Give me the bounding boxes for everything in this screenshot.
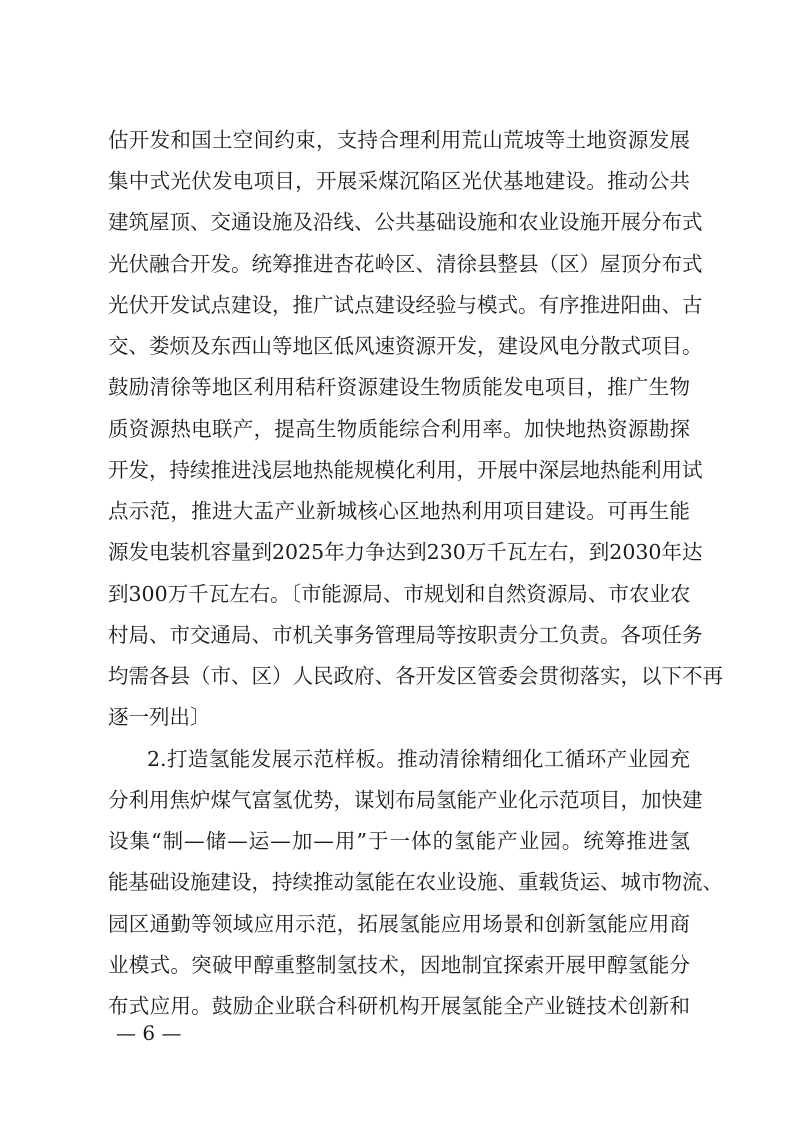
body-text-line: 业模式。突破甲醇重整制氢技术，因地制宜探索开展甲醇氢能分 bbox=[108, 953, 690, 977]
body-text-line: 点示范，推进大盂产业新城核心区地热利用项目建设。可再生能 bbox=[108, 499, 690, 523]
body-text-line: 鼓励清徐等地区利用秸秆资源建设生物质能发电项目，推广生物 bbox=[108, 375, 690, 399]
section-heading-line: 2.打造氢能发展示范样板。推动清徐精细化工循环产业园充 bbox=[147, 747, 690, 771]
body-text-line: 质资源热电联产，提高生物质能综合利用率。加快地热资源勘探 bbox=[108, 417, 690, 441]
body-text-line: 集中式光伏发电项目，开展采煤沉陷区光伏基地建设。推动公共 bbox=[108, 169, 690, 193]
body-text-line: 能基础设施建设，持续推动氢能在农业设施、重载货运、城市物流、 bbox=[108, 870, 723, 894]
body-text-line: 分利用焦炉煤气富氢优势，谋划布局氢能产业化示范项目，加快建 bbox=[108, 788, 703, 812]
body-text-line: 设集“制—储—运—加—用”于一体的氢能产业园。统筹推进氢 bbox=[108, 829, 690, 853]
body-text-line: 源发电装机容量到2025年力争达到230万千瓦左右，到2030年达 bbox=[108, 540, 703, 564]
body-text-line: 均需各县（市、区）人民政府、各开发区管委会贯彻落实，以下不再 bbox=[108, 664, 723, 688]
body-text-line: 估开发和国土空间约束，支持合理利用荒山荒坡等土地资源发展 bbox=[108, 128, 690, 152]
body-text-line: 村局、市交通局、市机关事务管理局等按职责分工负责。各项任务 bbox=[108, 623, 703, 647]
body-text-line: 光伏融合开发。统筹推进杏花岭区、清徐县整县（区）屋顶分布式 bbox=[108, 252, 703, 276]
body-text-line: 光伏开发试点建设，推广试点建设经验与模式。有序推进阳曲、古 bbox=[108, 293, 703, 317]
body-text-line: 到300万千瓦左右。〔市能源局、市规划和自然资源局、市农业农 bbox=[108, 582, 691, 606]
body-text-line: 逐一列出〕 bbox=[108, 705, 211, 729]
body-text-line: 交、娄烦及东西山等地区低风速资源开发，建设风电分散式项目。 bbox=[108, 334, 703, 358]
body-text-line: 园区通勤等领域应用示范，拓展氢能应用场景和创新氢能应用商 bbox=[108, 912, 690, 936]
page-number: — 6 — bbox=[116, 1021, 182, 1045]
body-text-line: 开发，持续推进浅层地热能规模化利用，开展中深层地热能利用试 bbox=[108, 458, 703, 482]
body-text-line: 建筑屋顶、交通设施及沿线、公共基础设施和农业设施开展分布式 bbox=[108, 210, 703, 234]
body-text-line: 布式应用。鼓励企业联合科研机构开展氢能全产业链技术创新和 bbox=[108, 994, 690, 1018]
